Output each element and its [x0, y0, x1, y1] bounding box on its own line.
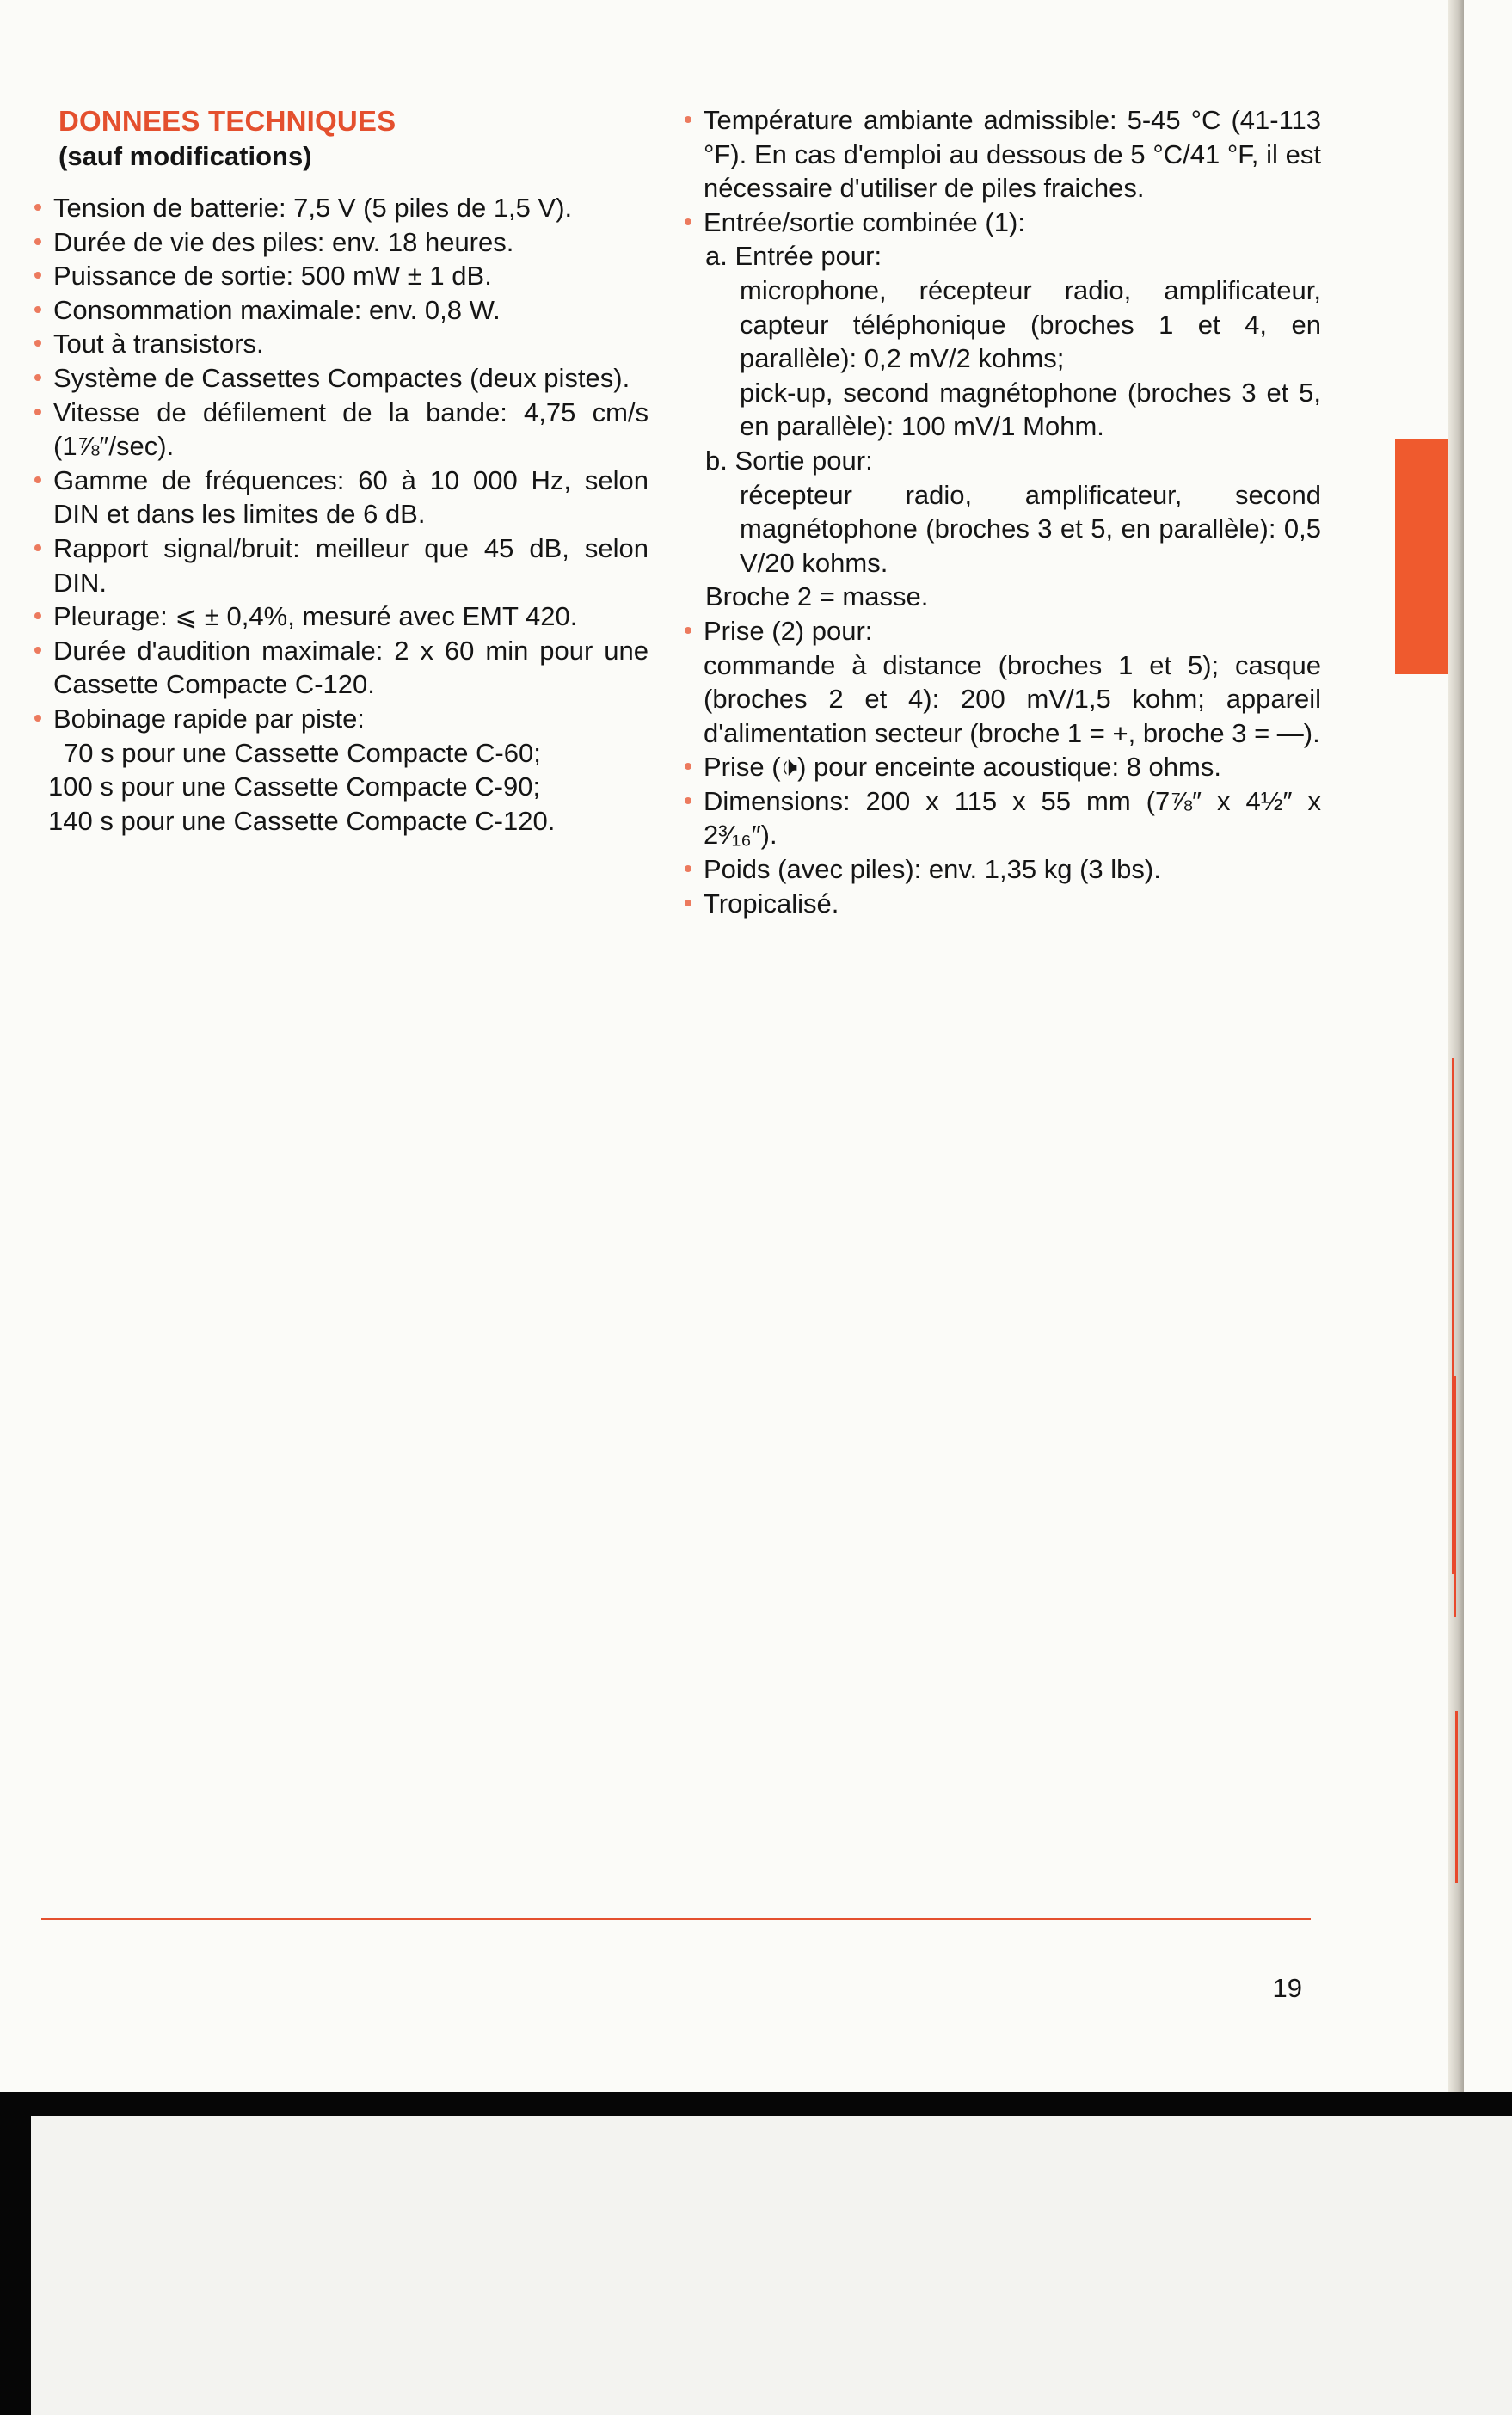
spec-item: [688, 103, 1321, 206]
spec-text: Système de Cassettes Compactes (deux pistes).: [53, 362, 630, 393]
spec-text: Puissance de sortie: 500 mW ± 1 dB.: [53, 261, 492, 292]
spec-text: Consommation maximale: env. 0,8 W.: [53, 294, 501, 325]
spec-item: [38, 464, 648, 532]
bullet-icon: [34, 272, 41, 279]
spec-item: [38, 396, 648, 464]
page-edge: [1448, 0, 1464, 2092]
spec-item: [38, 327, 648, 361]
bullet-icon: [685, 218, 691, 225]
socket2-text: commande à distance (broches 1 et 5); casque (broches 2 et 4): 200 mV/1,5 kohm; appareil d'alimentation secteur (broche 1 = +, broche 3 = —).: [704, 649, 1321, 748]
spec-text: Bobinage rapide par piste:: [53, 703, 365, 734]
spec-item: [38, 191, 648, 225]
output-label: b. Sortie pour:: [705, 445, 873, 476]
footer-rule: [41, 1918, 1311, 1920]
spec-item: [688, 750, 1321, 784]
bullet-icon: [34, 238, 41, 245]
input-text: pick-up, second magnétophone (broches 3 et 5, en parallèle): 100 mV/1 Mohm.: [740, 377, 1321, 442]
section-heading: DONNEES TECHNIQUES: [58, 105, 396, 137]
scan-background-sheet: [31, 2116, 1512, 2415]
spec-item: [688, 852, 1321, 887]
bullet-icon: [34, 340, 41, 347]
spec-item: [38, 361, 648, 396]
spec-item: [38, 634, 648, 702]
bullet-icon: [34, 612, 41, 619]
bullet-icon: [34, 374, 41, 381]
bullet-icon: [685, 797, 691, 804]
bullet-icon: [685, 627, 691, 634]
spec-text: Prise (🕩) pour enceinte acoustique: 8 ohms.: [704, 752, 1221, 783]
bullet-icon: [685, 865, 691, 872]
spec-text: Pleurage: ⩽ ± 0,4%, mesuré avec EMT 420.: [53, 601, 578, 632]
chapter-tab: [1395, 439, 1448, 674]
ground-text: Broche 2 = masse.: [705, 581, 929, 612]
spec-text: Tout à transistors.: [53, 329, 264, 359]
bullet-icon: [685, 900, 691, 906]
bullet-icon: [34, 476, 41, 483]
spec-text: Entrée/sortie combinée (1):: [704, 206, 1025, 237]
edge-mark: [1454, 1376, 1456, 1617]
spec-item: [38, 702, 648, 736]
page-number: 19: [1272, 1973, 1302, 2003]
bullet-icon: [34, 204, 41, 211]
input-text: microphone, récepteur radio, amplificateur, capteur téléphonique (broches 1 et 4, en parallèle): 0,2 mV/2 kohms;: [740, 274, 1321, 374]
spec-text: Prise (2) pour:: [704, 615, 873, 646]
right-column: [688, 103, 1321, 920]
bullet-icon: [34, 409, 41, 415]
spec-text: Dimensions: 200 x 115 x 55 mm (7⅞″ x 4½″ x 2³⁄₁₆″).: [704, 785, 1321, 851]
rewind-line: 70 s pour une Cassette Compacte C-60;: [64, 737, 541, 768]
rewind-line: 100 s pour une Cassette Compacte C-90;: [48, 771, 541, 802]
input-label: a. Entrée pour:: [705, 241, 882, 272]
spec-text: Poids (avec piles): env. 1,35 kg (3 lbs).: [704, 854, 1161, 885]
spec-item: [38, 225, 648, 260]
spec-item: [38, 532, 648, 599]
spec-text: Durée d'audition maximale: 2 x 60 min pour une Cassette Compacte C-120.: [53, 635, 648, 700]
left-column: [38, 103, 648, 838]
bullet-icon: [34, 544, 41, 551]
edge-mark: [1455, 1711, 1458, 1883]
bullet-icon: [34, 306, 41, 313]
spec-item: [38, 599, 648, 634]
spec-text: Durée de vie des piles: env. 18 heures.: [53, 226, 514, 257]
bullet-icon: [685, 116, 691, 123]
spec-item: [38, 259, 648, 293]
section-subheading: (sauf modifications): [58, 141, 312, 171]
spec-item: [688, 887, 1321, 921]
spec-text: Tropicalisé.: [704, 888, 839, 919]
bullet-icon: [34, 647, 41, 654]
spec-text: Tension de batterie: 7,5 V (5 piles de 1,5 V).: [53, 193, 573, 223]
rewind-times: [38, 736, 648, 839]
spec-item: [688, 614, 1321, 648]
spec-text: Température ambiante admissible: 5-45 °C (41-113 °F). En cas d'emploi au dessous de 5 °C/41 °F, il est nécessaire d'utiliser de piles fraiches.: [704, 105, 1321, 204]
spec-item: [38, 293, 648, 328]
spec-text: Vitesse de défilement de la bande: 4,75 cm/s (1⅞″/sec).: [53, 396, 648, 462]
bullet-icon: [685, 763, 691, 770]
spec-text: Gamme de fréquences: 60 à 10 000 Hz, selon DIN et dans les limites de 6 dB.: [53, 464, 648, 530]
spec-item: [688, 206, 1321, 240]
spec-item: [688, 784, 1321, 852]
rewind-line: 140 s pour une Cassette Compacte C-120.: [48, 805, 556, 836]
spec-text: Rapport signal/bruit: meilleur que 45 dB, selon DIN.: [53, 532, 648, 598]
bullet-icon: [34, 715, 41, 722]
output-text: récepteur radio, amplificateur, second magnétophone (broches 3 et 5, en parallèle): 0,5 V/20 kohms.: [740, 479, 1321, 578]
